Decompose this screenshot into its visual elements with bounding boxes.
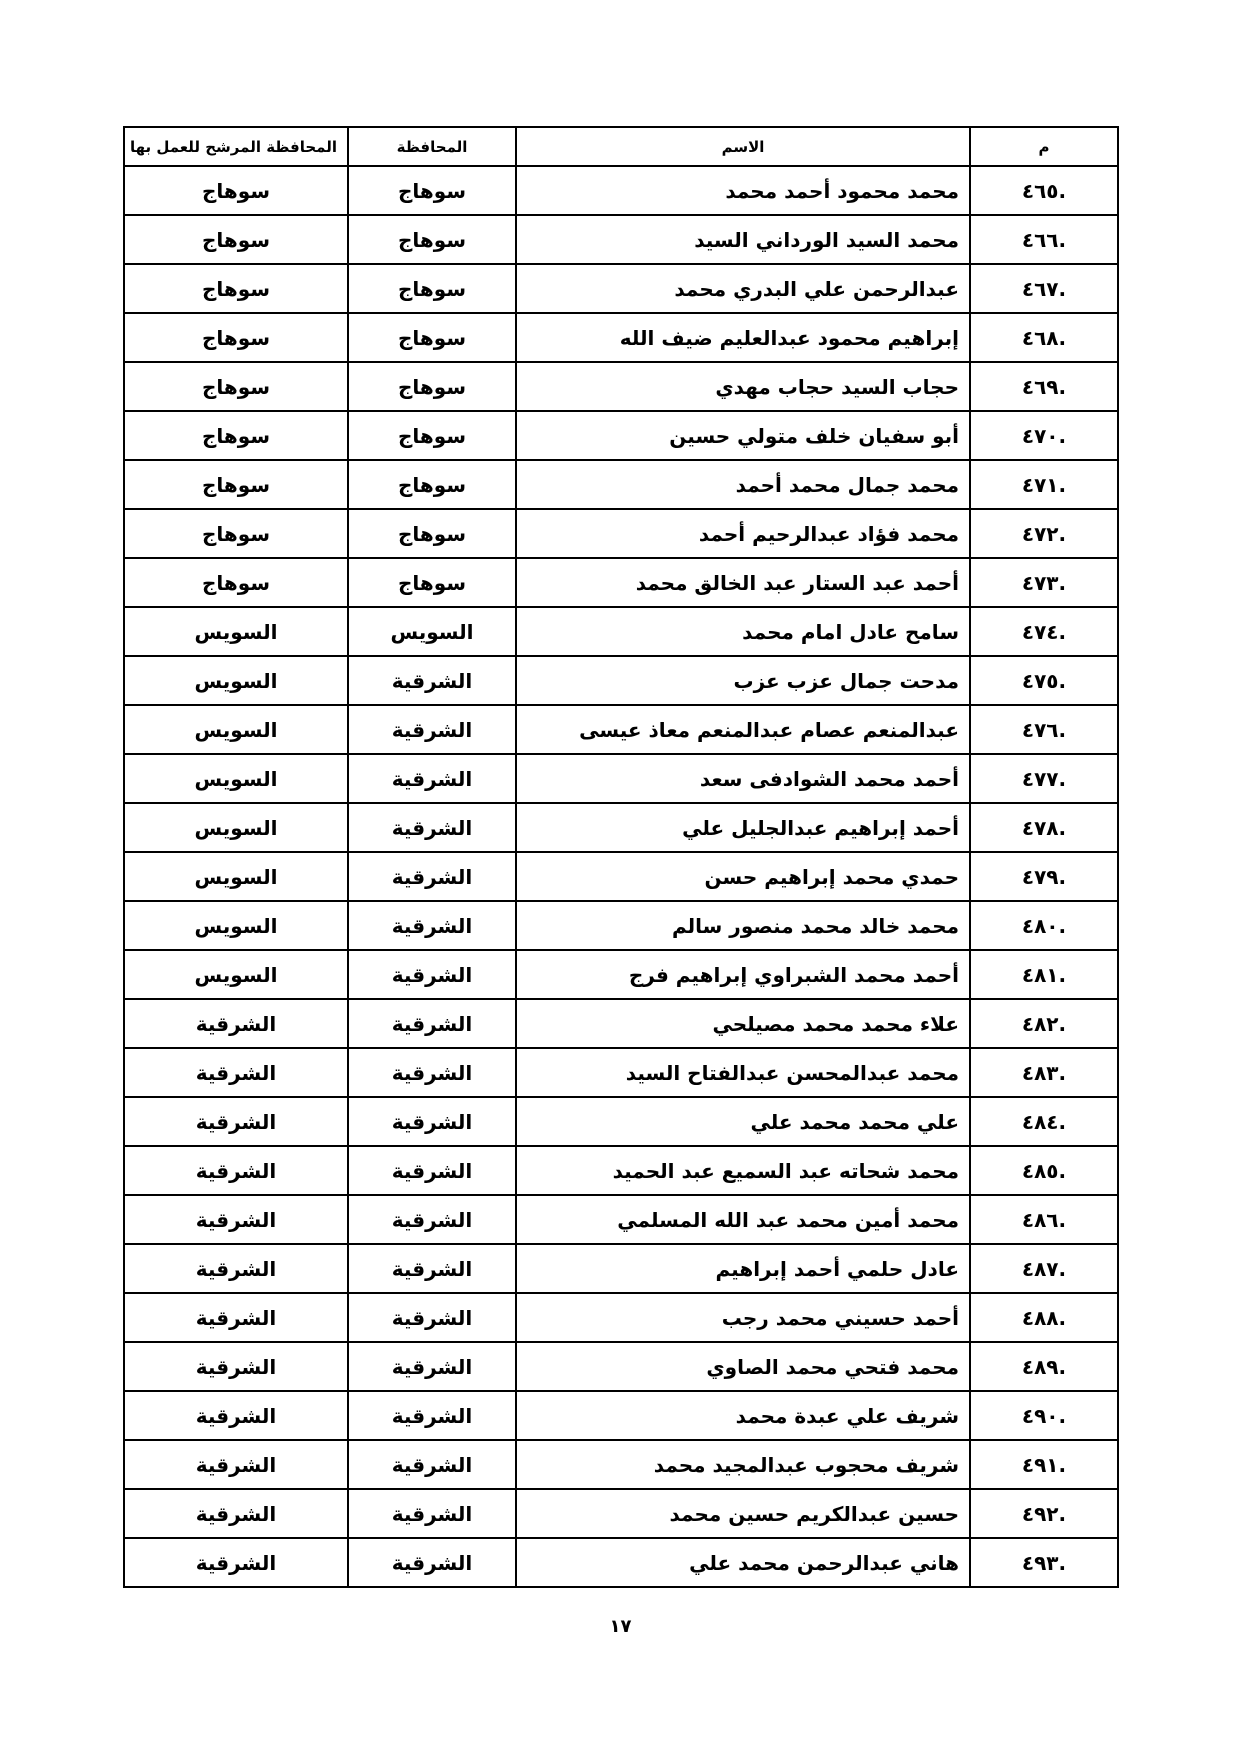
row-name: محمد شحاته عبد السميع عبد الحميد	[516, 1146, 970, 1195]
table-row	[124, 166, 1118, 215]
row-governorate: سوهاج	[348, 509, 516, 558]
table-row	[124, 1293, 1118, 1342]
table-row	[124, 1048, 1118, 1097]
header-governorate: المحافظة	[348, 127, 516, 166]
row-governorate: سوهاج	[348, 460, 516, 509]
row-assigned-governorate: الشرقية	[124, 1097, 348, 1146]
row-number: .٤٦٩	[970, 362, 1118, 411]
table-row	[124, 1244, 1118, 1293]
table-body	[124, 166, 1118, 1587]
row-number: .٤٨٨	[970, 1293, 1118, 1342]
row-name: أحمد محمد الشبراوي إبراهيم فرج	[516, 950, 970, 999]
table-row	[124, 1440, 1118, 1489]
row-governorate: سوهاج	[348, 558, 516, 607]
row-governorate: الشرقية	[348, 1538, 516, 1587]
row-number: .٤٩١	[970, 1440, 1118, 1489]
row-governorate: الشرقية	[348, 656, 516, 705]
row-governorate: سوهاج	[348, 313, 516, 362]
row-number: .٤٨٩	[970, 1342, 1118, 1391]
table-row	[124, 754, 1118, 803]
header-num: م	[970, 127, 1118, 166]
row-name: إبراهيم محمود عبدالعليم ضيف الله	[516, 313, 970, 362]
header-name: الاسم	[516, 127, 970, 166]
row-number: .٤٧٠	[970, 411, 1118, 460]
row-name: هاني عبدالرحمن محمد علي	[516, 1538, 970, 1587]
row-number: .٤٨٦	[970, 1195, 1118, 1244]
row-governorate: الشرقية	[348, 999, 516, 1048]
table-row	[124, 705, 1118, 754]
row-assigned-governorate: السويس	[124, 656, 348, 705]
row-assigned-governorate: الشرقية	[124, 1342, 348, 1391]
row-number: .٤٧١	[970, 460, 1118, 509]
row-name: عبدالمنعم عصام عبدالمنعم معاذ عيسى	[516, 705, 970, 754]
row-assigned-governorate: سوهاج	[124, 166, 348, 215]
row-number: .٤٧٨	[970, 803, 1118, 852]
row-governorate: سوهاج	[348, 362, 516, 411]
row-name: محمد عبدالمحسن عبدالفتاح السيد	[516, 1048, 970, 1097]
row-assigned-governorate: السويس	[124, 705, 348, 754]
row-name: محمد فتحي محمد الصاوي	[516, 1342, 970, 1391]
row-name: عادل حلمي أحمد إبراهيم	[516, 1244, 970, 1293]
row-governorate: الشرقية	[348, 901, 516, 950]
table-row	[124, 607, 1118, 656]
row-assigned-governorate: الشرقية	[124, 999, 348, 1048]
row-assigned-governorate: السويس	[124, 950, 348, 999]
row-number: .٤٨٧	[970, 1244, 1118, 1293]
row-assigned-governorate: السويس	[124, 901, 348, 950]
table-row	[124, 803, 1118, 852]
page-number: ١٧	[609, 1616, 632, 1637]
row-governorate: الشرقية	[348, 705, 516, 754]
row-governorate: الشرقية	[348, 1244, 516, 1293]
row-number: .٤٨١	[970, 950, 1118, 999]
row-assigned-governorate: الشرقية	[124, 1048, 348, 1097]
row-number: .٤٧٥	[970, 656, 1118, 705]
table-row	[124, 264, 1118, 313]
row-governorate: الشرقية	[348, 1195, 516, 1244]
table-row	[124, 1538, 1118, 1587]
row-assigned-governorate: الشرقية	[124, 1440, 348, 1489]
row-assigned-governorate: السويس	[124, 803, 348, 852]
row-name: شريف محجوب عبدالمجيد محمد	[516, 1440, 970, 1489]
row-number: .٤٩٣	[970, 1538, 1118, 1587]
row-number: .٤٦٥	[970, 166, 1118, 215]
row-governorate: سوهاج	[348, 411, 516, 460]
row-number: .٤٦٧	[970, 264, 1118, 313]
table-row	[124, 313, 1118, 362]
row-number: .٤٧٤	[970, 607, 1118, 656]
row-name: حمدي محمد إبراهيم حسن	[516, 852, 970, 901]
table-row	[124, 1195, 1118, 1244]
row-governorate: الشرقية	[348, 803, 516, 852]
row-assigned-governorate: سوهاج	[124, 460, 348, 509]
row-name: حجاب السيد حجاب مهدي	[516, 362, 970, 411]
row-governorate: سوهاج	[348, 264, 516, 313]
table-row	[124, 1342, 1118, 1391]
row-governorate: الشرقية	[348, 1097, 516, 1146]
row-governorate: الشرقية	[348, 852, 516, 901]
table-row	[124, 509, 1118, 558]
row-number: .٤٦٨	[970, 313, 1118, 362]
row-governorate: الشرقية	[348, 1048, 516, 1097]
table-header-row	[124, 127, 1118, 166]
row-assigned-governorate: الشرقية	[124, 1146, 348, 1195]
row-name: أحمد عبد الستار عبد الخالق محمد	[516, 558, 970, 607]
row-number: .٤٧٩	[970, 852, 1118, 901]
row-assigned-governorate: الشرقية	[124, 1489, 348, 1538]
table-row	[124, 1391, 1118, 1440]
row-assigned-governorate: الشرقية	[124, 1244, 348, 1293]
row-name: محمد خالد محمد منصور سالم	[516, 901, 970, 950]
row-governorate: الشرقية	[348, 1391, 516, 1440]
row-number: .٤٩٢	[970, 1489, 1118, 1538]
row-name: أحمد محمد الشوادفى سعد	[516, 754, 970, 803]
row-name: أبو سفيان خلف متولي حسين	[516, 411, 970, 460]
row-assigned-governorate: السويس	[124, 754, 348, 803]
table-row	[124, 852, 1118, 901]
candidates-table	[123, 126, 1119, 1588]
row-number: .٤٧٢	[970, 509, 1118, 558]
table-row	[124, 999, 1118, 1048]
row-name: أحمد إبراهيم عبدالجليل علي	[516, 803, 970, 852]
table-row	[124, 1146, 1118, 1195]
row-assigned-governorate: السويس	[124, 607, 348, 656]
row-number: .٤٨٥	[970, 1146, 1118, 1195]
table-row	[124, 656, 1118, 705]
row-name: محمد أمين محمد عبد الله المسلمي	[516, 1195, 970, 1244]
table-row	[124, 362, 1118, 411]
row-governorate: سوهاج	[348, 166, 516, 215]
row-assigned-governorate: الشرقية	[124, 1391, 348, 1440]
table-row	[124, 558, 1118, 607]
row-assigned-governorate: سوهاج	[124, 362, 348, 411]
row-name: عبدالرحمن علي البدري محمد	[516, 264, 970, 313]
row-name: شريف علي عبدة محمد	[516, 1391, 970, 1440]
row-assigned-governorate: سوهاج	[124, 558, 348, 607]
row-name: حسين عبدالكريم حسين محمد	[516, 1489, 970, 1538]
row-name: سامح عادل امام محمد	[516, 607, 970, 656]
row-number: .٤٨٢	[970, 999, 1118, 1048]
row-name: علاء محمد محمد مصيلحي	[516, 999, 970, 1048]
row-name: محمد السيد الورداني السيد	[516, 215, 970, 264]
row-governorate: الشرقية	[348, 1293, 516, 1342]
table-row	[124, 215, 1118, 264]
row-governorate: سوهاج	[348, 215, 516, 264]
row-name: محمد جمال محمد أحمد	[516, 460, 970, 509]
row-assigned-governorate: سوهاج	[124, 264, 348, 313]
row-assigned-governorate: سوهاج	[124, 411, 348, 460]
table-row	[124, 1489, 1118, 1538]
row-governorate: السويس	[348, 607, 516, 656]
table-row	[124, 411, 1118, 460]
header-assigned-governorate: المحافظة المرشح للعمل بها	[124, 127, 348, 166]
row-name: أحمد حسيني محمد رجب	[516, 1293, 970, 1342]
row-number: .٤٨٣	[970, 1048, 1118, 1097]
row-number: .٤٨٤	[970, 1097, 1118, 1146]
table-row	[124, 460, 1118, 509]
row-assigned-governorate: الشرقية	[124, 1538, 348, 1587]
row-number: .٤٦٦	[970, 215, 1118, 264]
row-assigned-governorate: سوهاج	[124, 313, 348, 362]
row-assigned-governorate: سوهاج	[124, 509, 348, 558]
row-assigned-governorate: سوهاج	[124, 215, 348, 264]
row-number: .٤٧٧	[970, 754, 1118, 803]
row-name: مدحت جمال عزب عزب	[516, 656, 970, 705]
table-row	[124, 950, 1118, 999]
row-assigned-governorate: الشرقية	[124, 1195, 348, 1244]
row-assigned-governorate: السويس	[124, 852, 348, 901]
row-number: .٤٩٠	[970, 1391, 1118, 1440]
row-governorate: الشرقية	[348, 950, 516, 999]
row-governorate: الشرقية	[348, 1342, 516, 1391]
row-number: .٤٧٦	[970, 705, 1118, 754]
row-governorate: الشرقية	[348, 754, 516, 803]
row-governorate: الشرقية	[348, 1440, 516, 1489]
row-name: محمد فؤاد عبدالرحيم أحمد	[516, 509, 970, 558]
table-row	[124, 1097, 1118, 1146]
row-governorate: الشرقية	[348, 1489, 516, 1538]
table-row	[124, 901, 1118, 950]
row-number: .٤٧٣	[970, 558, 1118, 607]
row-number: .٤٨٠	[970, 901, 1118, 950]
row-assigned-governorate: الشرقية	[124, 1293, 348, 1342]
row-governorate: الشرقية	[348, 1146, 516, 1195]
row-name: علي محمد محمد علي	[516, 1097, 970, 1146]
row-name: محمد محمود أحمد محمد	[516, 166, 970, 215]
